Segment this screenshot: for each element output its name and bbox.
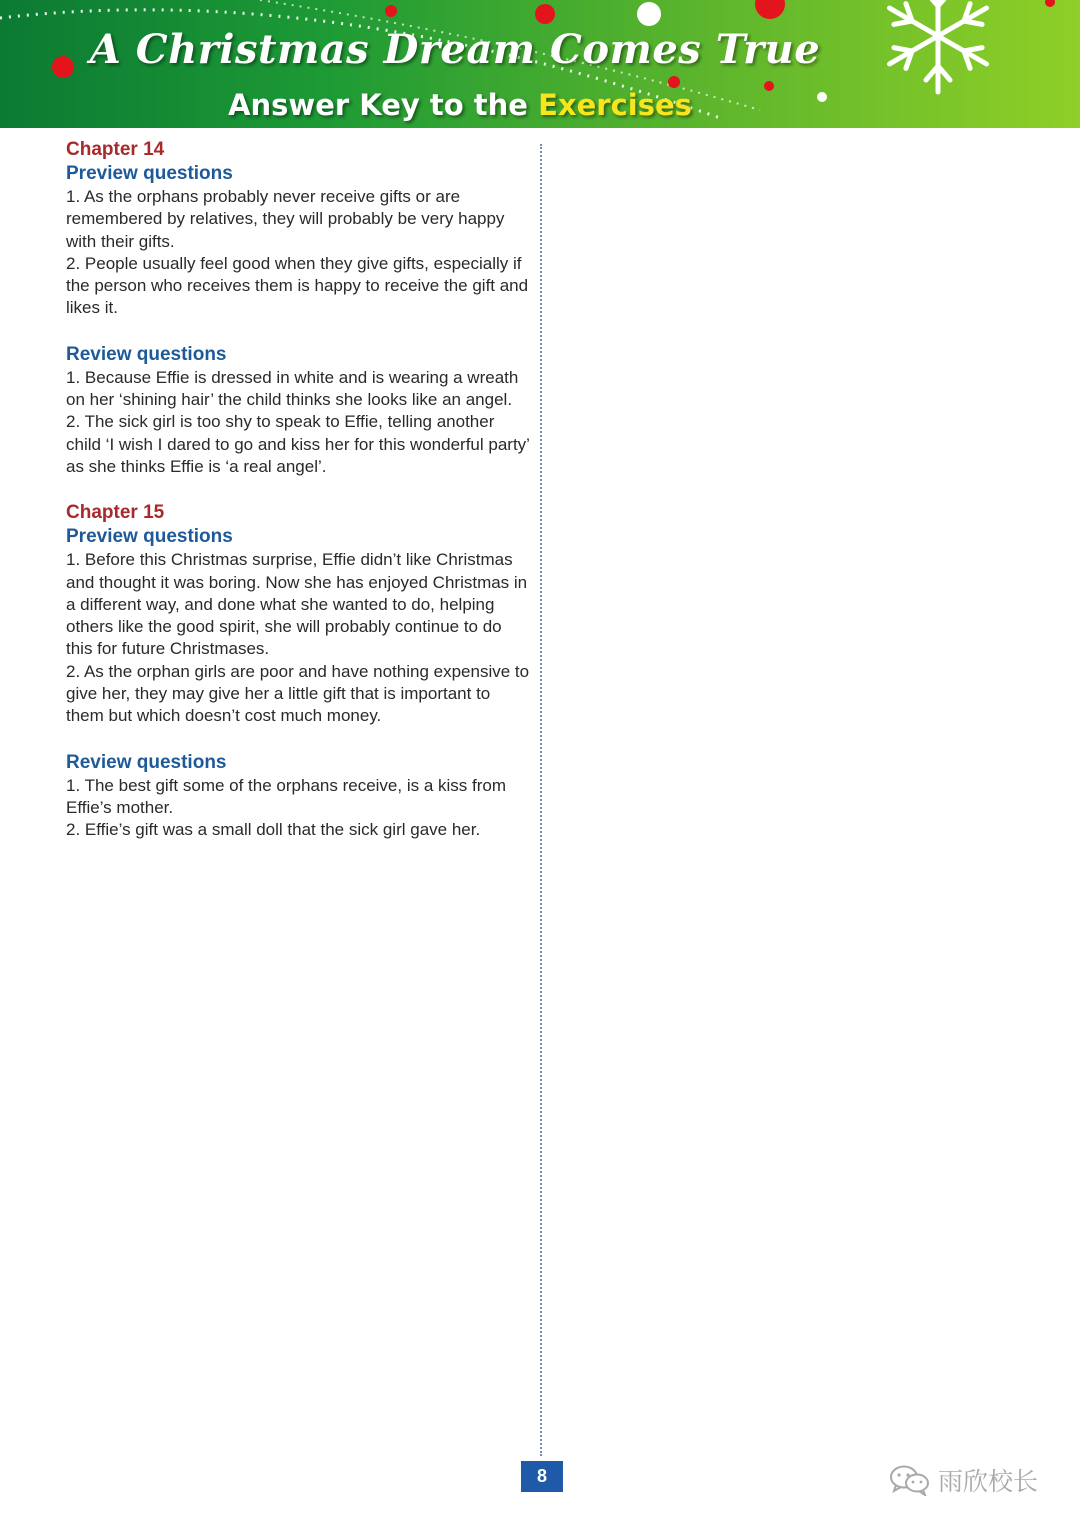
chapter-section (66, 501, 532, 841)
subtitle-main: Answer Key to the (228, 88, 528, 122)
answer-item: 1. The best gift some of the orphans receive, is a kiss from Effie’s mother. (66, 775, 506, 817)
answer-item: 1. Because Effie is dressed in white and is wearing a wreath on her ‘shining hair’ the child thinks she looks like an angel. (66, 367, 519, 410)
watermark-text: 雨欣校长 (938, 1467, 1039, 1496)
answer-item: 2. People usually feel good when they give gifts, especially if the person who receives them is happy to receive the gift and likes it. (66, 253, 529, 318)
preview-questions-heading: Preview questions (66, 163, 233, 184)
ornament-dot-icon (385, 5, 397, 17)
page-number: 8 (521, 1461, 563, 1492)
chapter-section (66, 138, 532, 478)
answer-item: 2. The sick girl is too shy to speak to Effie, telling another child ‘I wish I dared to go and kiss her for this wonderful party’ as she thinks Effie is ‘a real angel’. (66, 412, 530, 476)
answer-item: 1. Before this Christmas surprise, Effie didn’t like Christmas and thought it was boring. Now she has enjoyed Christmas in a different way, and done what she wanted to do, helping others like the good spirit, she will probably continue to do this for future Christmases. (66, 550, 528, 659)
document-title: A Christmas Dream Comes True (89, 26, 821, 73)
ornament-dot-icon (1045, 0, 1055, 7)
review-questions-heading: Review questions (66, 751, 227, 773)
header-banner (0, 0, 1080, 128)
column-divider (540, 144, 542, 1456)
ornament-dot-icon (535, 4, 555, 24)
ornament-dot-icon (637, 2, 661, 26)
answer-item: 1. As the orphans probably never receive gifts or are remembered by relatives, they will probably be very happy with their gifts. (66, 187, 505, 251)
ornament-dot-icon (755, 0, 785, 19)
chapter-heading: Chapter 14 (66, 139, 165, 160)
review-questions-heading: Review questions (66, 343, 227, 365)
answer-item: 2. As the orphan girls are poor and have nothing expensive to give her, they may give her a little gift that is important to them but which doesn’t cost much money. (66, 661, 530, 726)
subtitle-highlight: Exercises (538, 88, 692, 122)
document-subtitle (0, 88, 920, 122)
watermark (888, 1460, 1038, 1500)
ornament-dot-icon (668, 76, 680, 88)
preview-questions-heading: Preview questions (66, 526, 233, 548)
chapter-heading: Chapter 15 (66, 502, 165, 524)
answer-column (66, 138, 532, 842)
answer-item: 2. Effie’s gift was a small doll that the sick girl gave her. (66, 820, 481, 840)
wechat-icon (888, 1464, 932, 1496)
